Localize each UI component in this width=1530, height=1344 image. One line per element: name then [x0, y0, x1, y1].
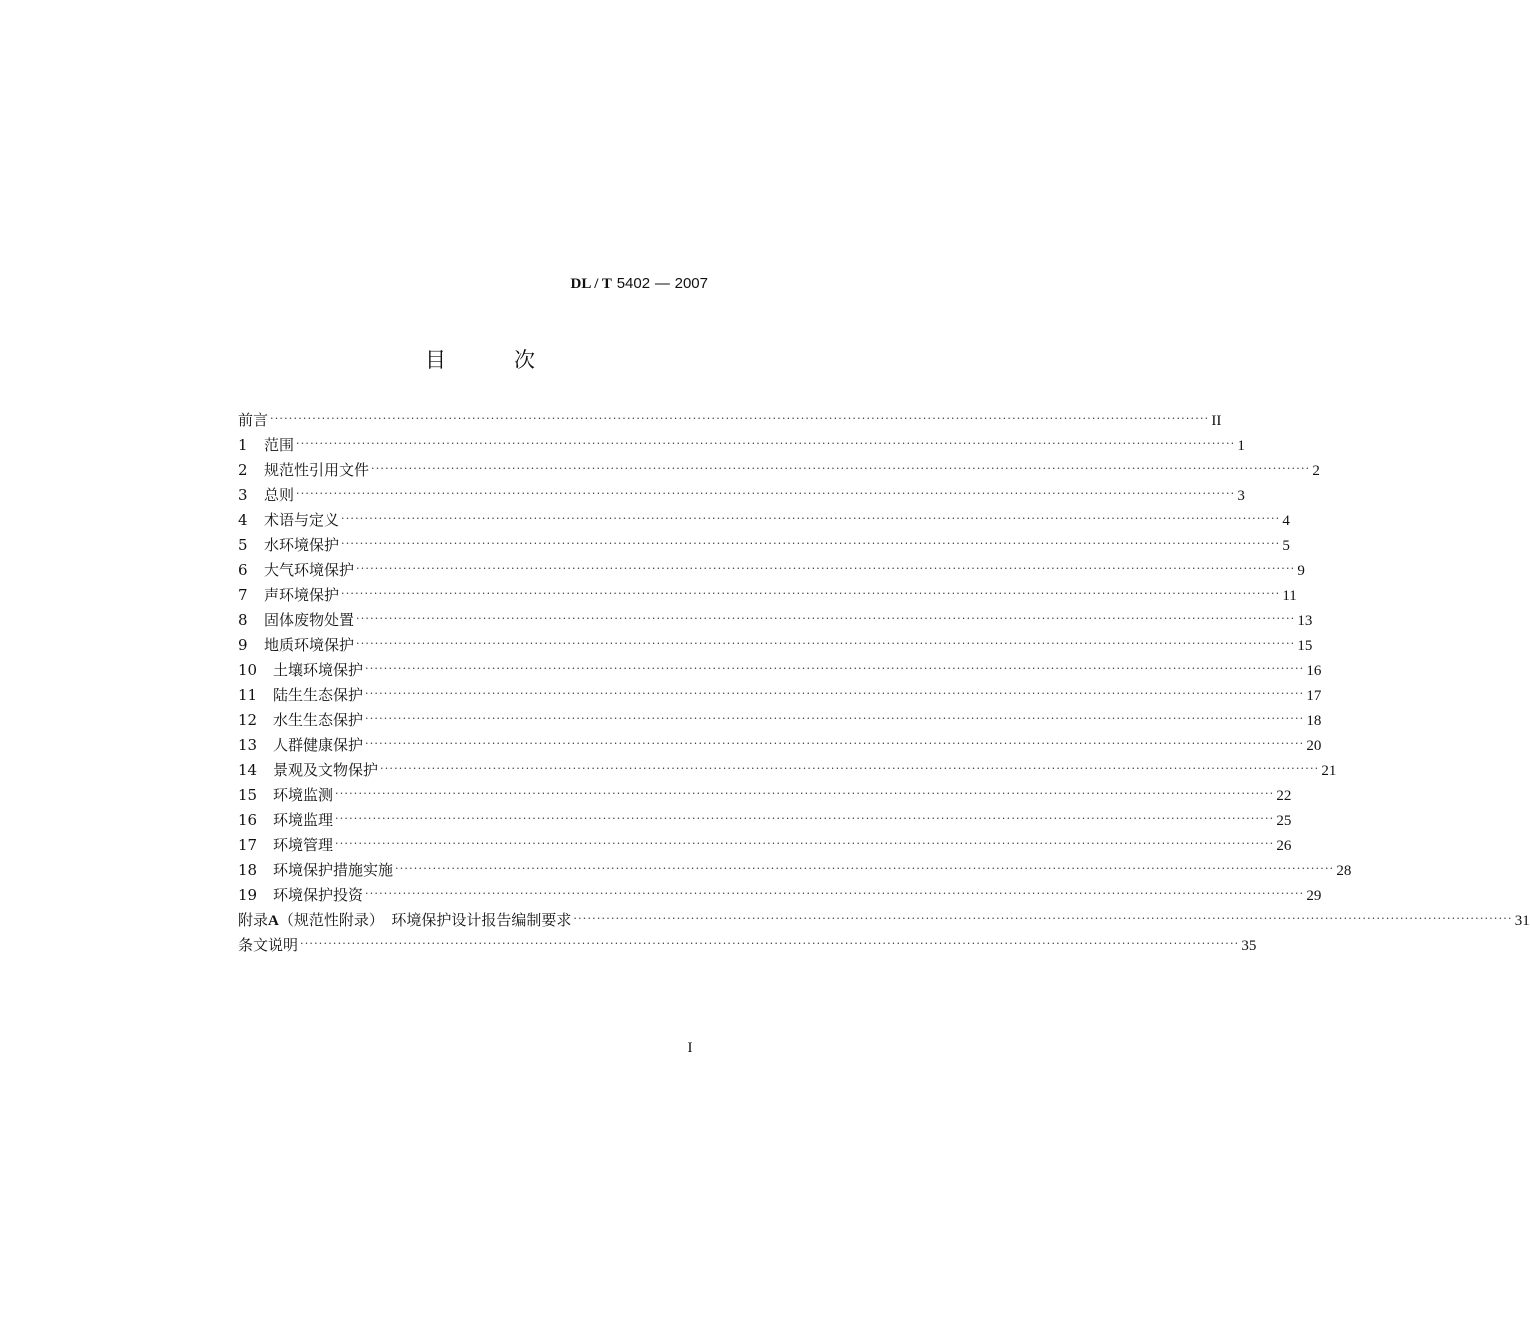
toc-entry-page: 35 [1241, 938, 1257, 954]
toc-entry-label: 大气环境保护 [264, 561, 355, 579]
toc-entry-number: 6 [238, 561, 248, 579]
toc-entry-label-annex-letter: A [268, 913, 279, 929]
toc-entry-page: 29 [1306, 888, 1322, 904]
toc-entry-number: 12 [238, 711, 258, 729]
toc-entry[interactable] [238, 708, 1322, 733]
toc-entry-number: 11 [238, 686, 258, 704]
toc-leader-dots: ········································································································································································································ [573, 912, 1513, 925]
standard-code-year: 2007 [674, 275, 708, 292]
toc-entry-page: 16 [1306, 663, 1322, 679]
toc-entry-page: 9 [1297, 563, 1305, 579]
toc-entry-page: 22 [1276, 788, 1292, 804]
toc-leader-dots: ········································································································································································································ [341, 587, 1281, 600]
toc-entry-number: 14 [238, 761, 258, 779]
toc-entry-label: 陆生生态保护 [273, 686, 364, 704]
standard-code-separator: — [654, 275, 670, 292]
toc-entry-number: 2 [238, 461, 248, 479]
toc-entry-label: 固体废物处置 [264, 611, 355, 629]
toc-entry[interactable] [238, 608, 1313, 633]
toc-entry-page: 15 [1297, 638, 1313, 654]
toc-entry-page: 3 [1237, 488, 1245, 504]
toc-entry-page: 18 [1306, 713, 1322, 729]
toc-entry-label: 景观及文物保护 [273, 761, 379, 779]
toc-entry-label: 人群健康保护 [273, 736, 364, 754]
toc-entry-label: 环境管理 [273, 836, 334, 854]
toc-entry-page: 25 [1276, 813, 1292, 829]
toc-entry[interactable] [238, 583, 1297, 608]
toc-entry-number: 9 [238, 636, 248, 654]
toc-entry[interactable] [238, 733, 1322, 758]
toc-entry-page: 31 [1514, 913, 1530, 929]
toc-entry-page: 2 [1312, 463, 1320, 479]
toc-entry-label: 水生生态保护 [273, 711, 364, 729]
table-of-contents [238, 408, 1530, 958]
toc-leader-dots: ········································································································································································································ [380, 762, 1320, 775]
toc-entry-number: 18 [238, 861, 258, 879]
toc-entry-number: 7 [238, 586, 248, 604]
toc-entry-label-text: （规范性附录） 环境保护设计报告编制要求 [278, 911, 572, 929]
toc-leader-dots: ········································································································································································································ [296, 437, 1236, 450]
toc-entry-page: 11 [1282, 588, 1297, 604]
toc-entry-page: II [1211, 413, 1222, 429]
toc-entry-number: 16 [238, 811, 258, 829]
toc-entry-page: 13 [1297, 613, 1313, 629]
page-title-char-2: 次 [514, 348, 535, 372]
toc-entry-label: 地质环境保护 [264, 636, 355, 654]
toc-entry-page: 5 [1282, 538, 1290, 554]
toc-entry-number: 15 [238, 786, 258, 804]
toc-entry-number: 19 [238, 886, 258, 904]
toc-leader-dots: ········································································································································································································ [365, 737, 1305, 750]
toc-entry-label: 声环境保护 [264, 586, 340, 604]
toc-entry-page: 21 [1321, 763, 1337, 779]
toc-entry-page: 1 [1237, 438, 1245, 454]
toc-leader-dots: ········································································································································································································ [335, 837, 1275, 850]
toc-entry[interactable] [238, 933, 1257, 958]
toc-entry[interactable] [238, 658, 1322, 683]
toc-entry-label: 土壤环境保护 [273, 661, 364, 679]
page-title-char-1: 目 [425, 348, 446, 372]
toc-entry-number: 10 [238, 661, 258, 679]
toc-entry-label: 术语与定义 [264, 511, 340, 529]
toc-entry-label: 范围 [264, 436, 295, 454]
standard-code [540, 274, 708, 293]
toc-entry-page: 26 [1276, 838, 1292, 854]
toc-leader-dots: ········································································································································································································ [395, 862, 1335, 875]
toc-entry-label-prefix: 附录 [238, 911, 269, 929]
toc-leader-dots: ········································································································································································································ [365, 687, 1305, 700]
toc-leader-dots: ········································································································································································································ [356, 562, 1296, 575]
toc-entry-number: 17 [238, 836, 258, 854]
page-number: I [687, 1040, 693, 1056]
page-title [425, 344, 535, 374]
toc-leader-dots: ········································································································································································································ [270, 412, 1210, 425]
toc-entry-number: 5 [238, 536, 248, 554]
toc-entry[interactable] [238, 483, 1245, 508]
toc-leader-dots: ········································································································································································································ [300, 937, 1240, 950]
toc-entry-label: 条文说明 [238, 936, 299, 954]
toc-entry[interactable] [238, 833, 1292, 858]
toc-entry[interactable] [238, 633, 1313, 658]
toc-entry-label: 总则 [264, 486, 295, 504]
toc-entry[interactable] [238, 408, 1222, 433]
toc-entry[interactable] [238, 808, 1292, 833]
standard-code-prefix: DL / T [570, 276, 612, 292]
toc-entry-page: 17 [1306, 688, 1322, 704]
toc-leader-dots: ········································································································································································································ [365, 712, 1305, 725]
toc-entry[interactable] [238, 758, 1337, 783]
toc-entry-label: 环境保护投资 [273, 886, 364, 904]
toc-entry-page: 28 [1336, 863, 1352, 879]
toc-leader-dots: ········································································································································································································ [335, 787, 1275, 800]
toc-entry[interactable] [238, 908, 1530, 933]
toc-leader-dots: ········································································································································································································ [296, 487, 1236, 500]
toc-entry-label: 环境监测 [273, 786, 334, 804]
toc-entry[interactable] [238, 783, 1292, 808]
toc-leader-dots: ········································································································································································································ [341, 537, 1281, 550]
toc-leader-dots: ········································································································································································································ [341, 512, 1281, 525]
toc-entry-page: 20 [1306, 738, 1322, 754]
toc-entry-label: 规范性引用文件 [264, 461, 370, 479]
toc-entry-number: 4 [238, 511, 248, 529]
toc-entry[interactable] [238, 508, 1290, 533]
toc-leader-dots: ········································································································································································································ [356, 637, 1296, 650]
toc-entry-label: 环境监理 [273, 811, 334, 829]
toc-entry[interactable] [238, 458, 1320, 483]
toc-entry[interactable] [238, 433, 1245, 458]
toc-entry[interactable] [238, 533, 1290, 558]
toc-entry-label: 环境保护措施实施 [273, 861, 394, 879]
toc-entry[interactable] [238, 858, 1352, 883]
toc-entry[interactable] [238, 558, 1305, 583]
toc-leader-dots: ········································································································································································································ [335, 812, 1275, 825]
toc-leader-dots: ········································································································································································································ [371, 462, 1311, 475]
toc-entry-number: 8 [238, 611, 248, 629]
toc-entry-label: 水环境保护 [264, 536, 340, 554]
standard-code-number: 5402 [616, 275, 651, 292]
toc-entry-page: 4 [1282, 513, 1290, 529]
toc-leader-dots: ········································································································································································································ [365, 662, 1305, 675]
toc-entry-number: 1 [238, 436, 248, 454]
toc-leader-dots: ········································································································································································································ [356, 612, 1296, 625]
toc-entry-number: 13 [238, 736, 258, 754]
toc-entry-number: 3 [238, 486, 248, 504]
toc-entry-label: 前言 [238, 411, 269, 429]
toc-entry[interactable] [238, 883, 1322, 908]
toc-leader-dots: ········································································································································································································ [365, 887, 1305, 900]
toc-entry[interactable] [238, 683, 1322, 708]
